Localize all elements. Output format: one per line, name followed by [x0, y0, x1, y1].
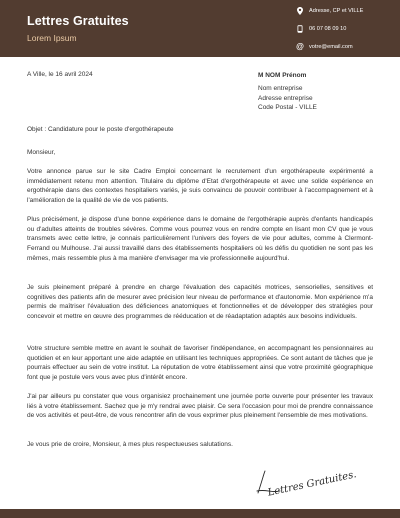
body-paragraph: Votre annonce parue sur le site Cadre Emploi concernant le recrutement d'un ergothérapeute expérimenté a immédiatement retenu mon attention. Titulaire du diplôme d'Etat d'ergothérapeute et avec une solide expérience en ergothérapie dans des contextes hospitaliers variés, je suis convaincu de pouvoir contribuer à l'accompagnement et à l'amélioration de la qualité de vie de vos patients. [27, 168, 373, 205]
recipient-name: M NOM Prénom [258, 72, 307, 79]
recipient-block [258, 71, 317, 113]
body-paragraph: Votre structure semble mettre en avant le souhait de favoriser l'indépendance, en accompagnant les pensionnaires au quotidien et en leur apportant une aide adaptée en utilisant les techniques appropriées. Ce sont autant de tâches que je pourrais effectuer au sein de votre institut. La réputation de votre établissement ainsi que votre proximité géographique font que je postule vers vous avec plus d'intérêt encore. [27, 345, 373, 382]
closing-line: Je vous prie de croire, Monsieur, à mes plus respectueuses salutations. [27, 441, 233, 448]
contact-phone-text: 06 07 08 09 10 [309, 26, 347, 32]
footer-band [0, 509, 400, 518]
body-paragraph: J'ai par ailleurs pu constater que vous organisiez prochainement une journée porte ouverte pour présenter les travaux liés à votre établissement. Sachez que je m'y rendrai avec plaisir. Ce sera l'occasion pour moi de prendre connaissance de vos activités et peut-être, de vous rencontrer afin de vous exprimer plus pleinement l'ensemble de mes motivations. [27, 393, 373, 420]
phone-icon [294, 25, 306, 33]
contact-address [294, 7, 363, 15]
recipient-postal: Code Postal - VILLE [258, 104, 317, 112]
place-date: A Ville, le 16 avril 2024 [27, 71, 93, 78]
letter-subject: Objet : Candidature pour le poste d'ergothérapeute [27, 126, 174, 133]
header-band [0, 0, 400, 57]
contact-email-text: votre@email.com [309, 43, 353, 50]
signature-text: Lettres Gratuites. [266, 469, 358, 499]
contact-address-text: Adresse, CP et VILLE [309, 8, 364, 14]
brand-subtitle: Lorem Ipsum [27, 33, 77, 43]
recipient-company: Nom entreprise [258, 84, 303, 92]
recipient-address: Adresse entreprise [258, 94, 313, 102]
contact-phone [294, 25, 346, 33]
contact-email [294, 42, 353, 51]
letter-greeting: Monsieur, [27, 149, 56, 156]
body-paragraph: Je suis pleinement préparé à prendre en charge l'évaluation des capacités motrices, sensorielles, sensitives et cognitives des patients afin de mesurer avec précision leur niveau de performance et d'autonomie. Mon expérience m'a permis de maîtriser l'évaluation des déficiences anatomiques et fonctionnelles et de développer des stratégies pour concevoir et mettre en œuvre des programmes de rééducation et de réadaptation adaptés aux besoins individuels. [27, 284, 373, 321]
handwritten-signature [252, 467, 358, 499]
body-paragraph: Plus précisément, je dispose d'une bonne expérience dans le domaine de l'ergothérapie auprès d'enfants handicapés ou d'adultes atteints de troubles sévères. Comme vous pourrez vous en rendre compte en lisant mon CV que je vous transmets avec cette lettre, je connais particulièrement l'univers des foyers de vie pour adultes, comme à Clermont-Ferrand ou Mulhouse. J'ai aussi travaillé dans des établissements hospitaliers où les défis du quotidien ne sont pas les mêmes, mais ressemble plus à ma manière d'envisager ma vie professionnelle aujourd'hui. [27, 216, 373, 262]
location-pin-icon [294, 7, 306, 15]
at-sign-icon: @ [296, 42, 304, 51]
brand-title: Lettres Gratuites [27, 14, 129, 28]
